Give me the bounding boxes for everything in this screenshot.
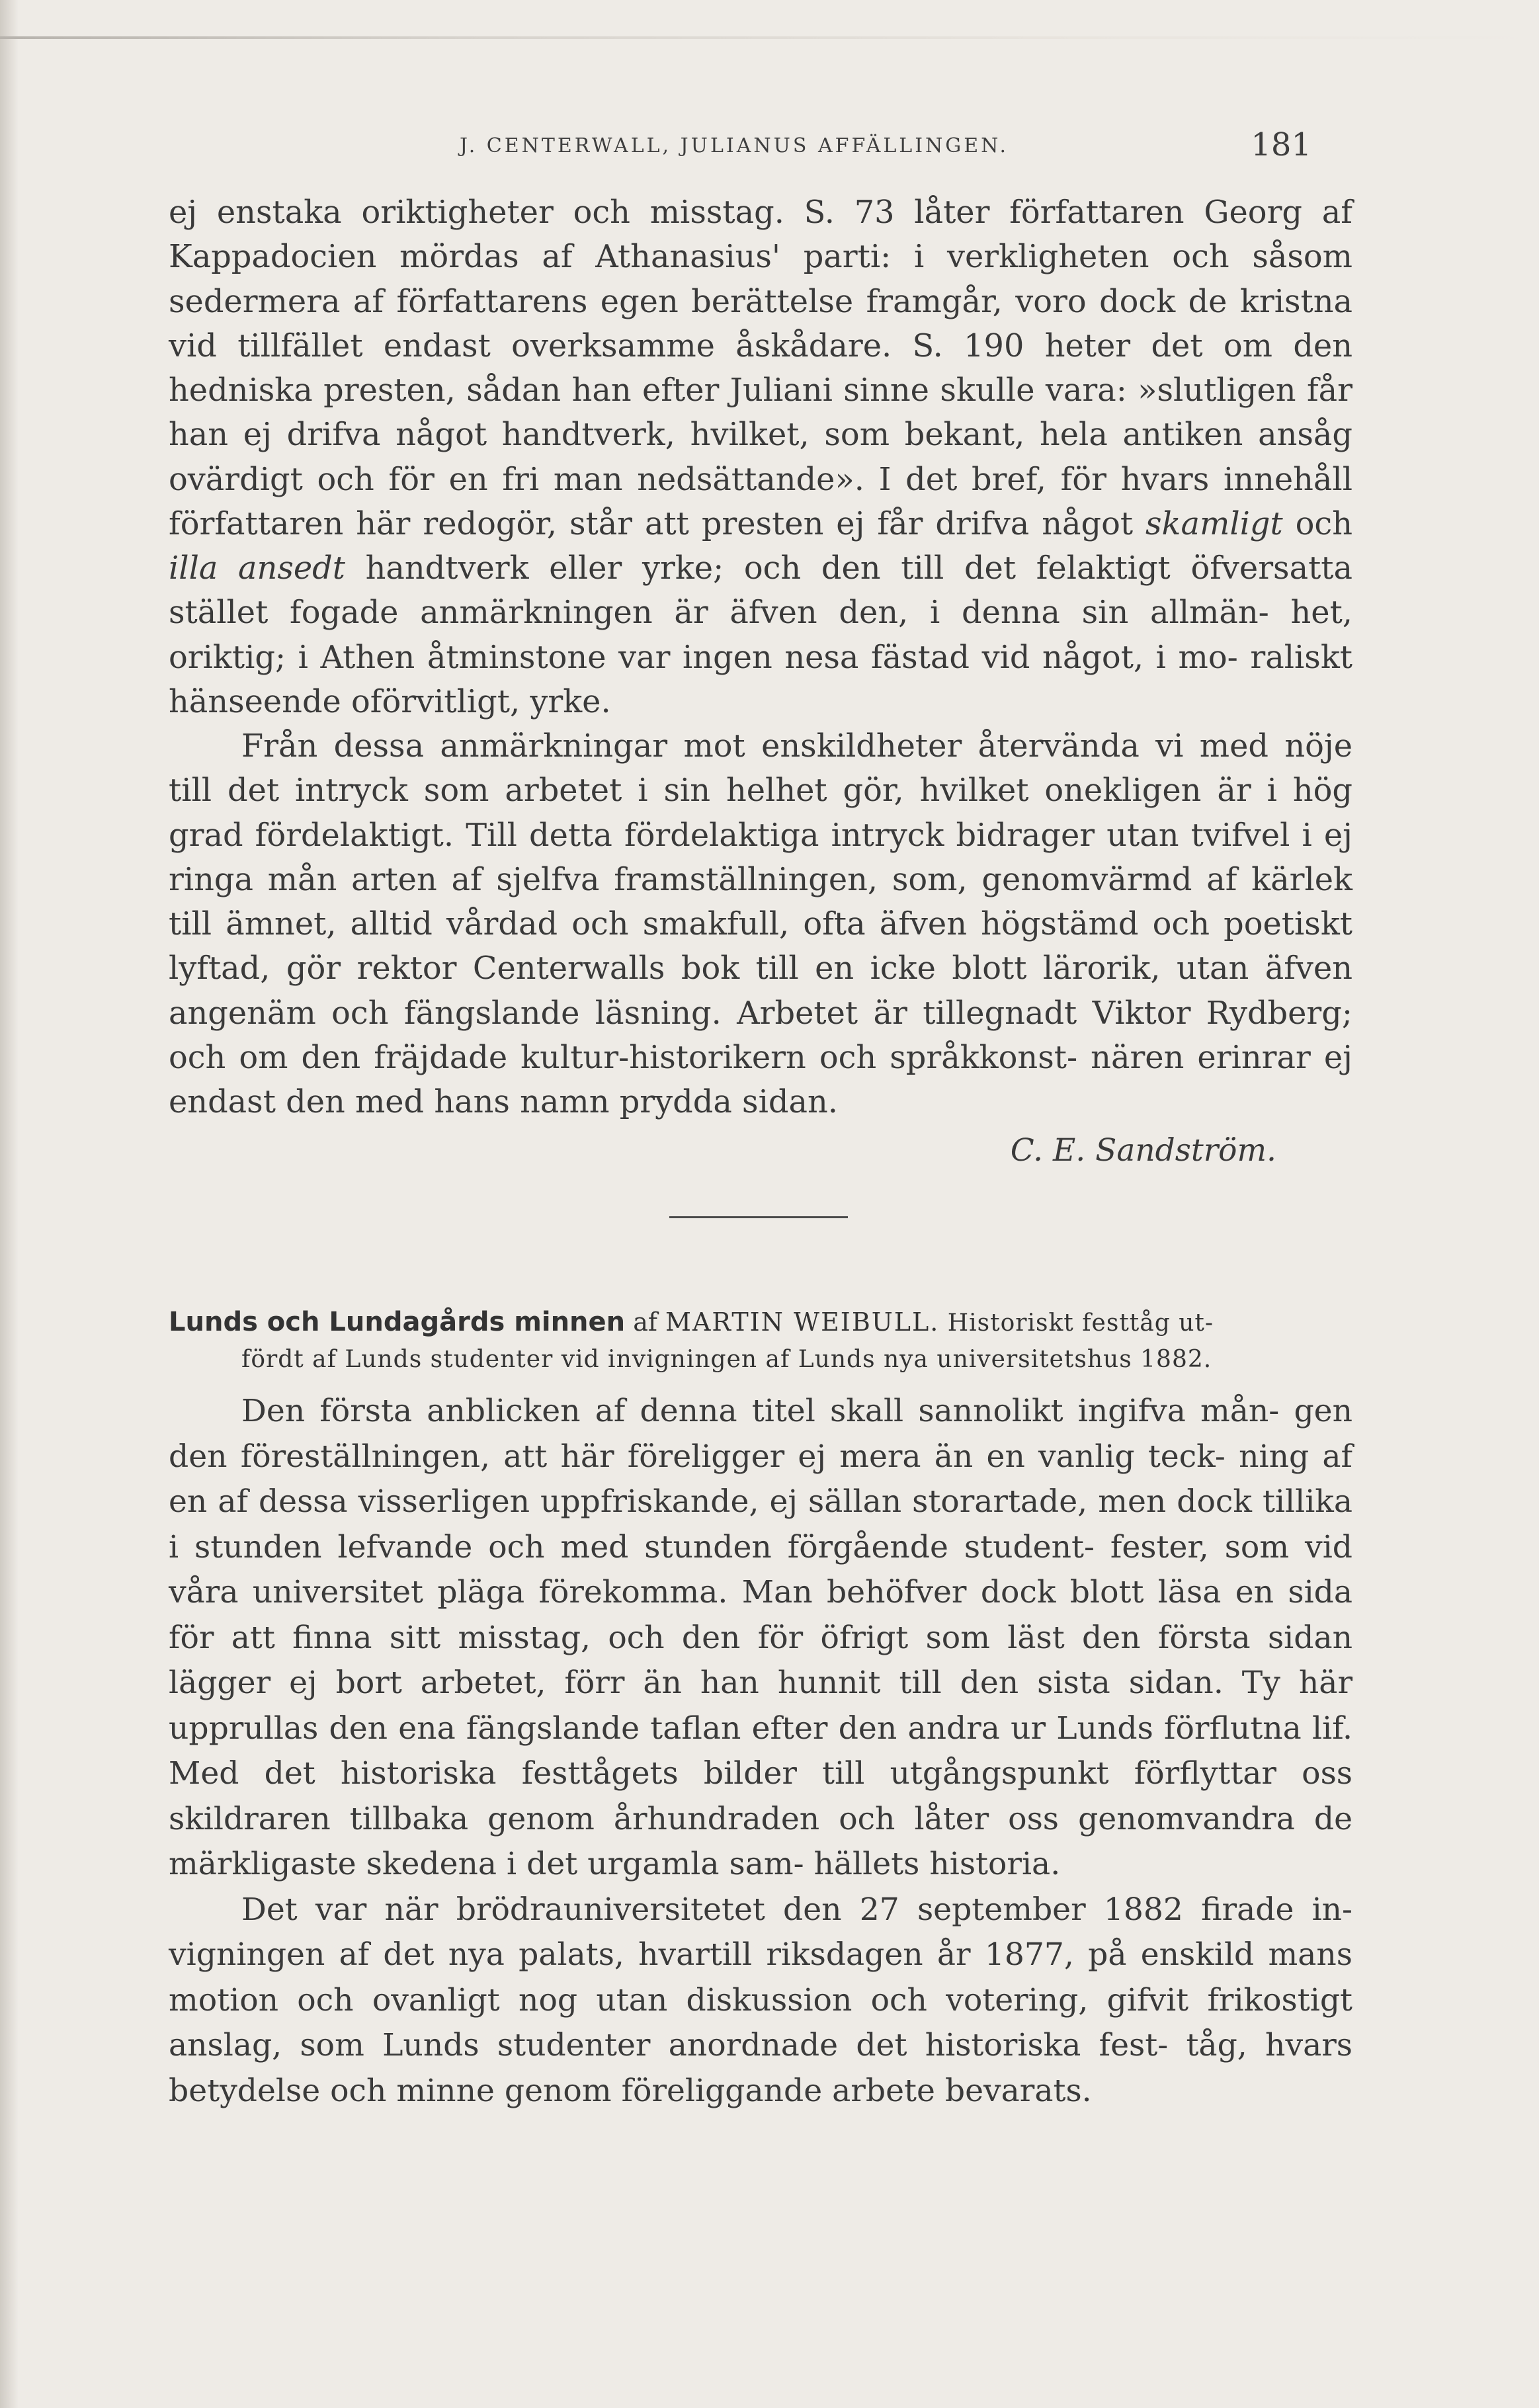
running-title: J. CENTERWALL, JULIANUS AFFÄLLINGEN.: [460, 134, 1009, 157]
first-review-paragraph-2: [169, 724, 1352, 1124]
text-line: hällets historia.: [813, 1846, 1061, 1882]
second-review-paragraph-2: [169, 1888, 1352, 2114]
text-line: och låter oss genomvandra de märkligaste skedena i det urgamla sam-: [169, 1800, 1352, 1882]
text-line: Kappadocien mördas af Athanasius' parti: i verkligheten och såsom: [169, 239, 1352, 276]
text-line: får han ej drifva något handtverk, hvilket, som bekant, hela antiken: [169, 372, 1353, 454]
book-author: MARTIN WEIBULL.: [665, 1308, 940, 1337]
book-title: Lunds och Lundagårds minnen: [169, 1307, 626, 1337]
book-subtitle-start: Historiskt festtåg ut-: [939, 1309, 1214, 1337]
text-line: ning af en af dessa visserligen uppfriskande, ej sällan storartade, men: [169, 1438, 1352, 1520]
text-line: innehåll författaren här redogör, står att presten ej får drifva något: [169, 461, 1352, 542]
text-line: raliskt hänseende oförvitligt, yrke.: [169, 639, 1352, 720]
text-line: gen den föreställningen, att här föreligger ej mera än en vanlig teck-: [169, 1393, 1352, 1475]
text-line: kärlek till ämnet, alltid vårdad och smakfull, ofta äfven högstämd: [169, 861, 1352, 942]
second-review-paragraph-1: [169, 1389, 1352, 1888]
book-subtitle-end: fördt af Lunds studenter vid invigningen af Lunds nya universitetshus 1882.: [241, 1346, 1212, 1373]
section-separator: [669, 1216, 848, 1218]
text-line: Viktor Rydberg; och om den fräjdade kultur-historikern och språkkonst-: [169, 995, 1352, 1076]
text-line: och poetiskt lyftad, gör rektor Centerwalls bok till en icke blott lärorik,: [169, 906, 1352, 987]
text-line: till utgångspunkt förflyttar oss skildraren tillbaka genom århundraden: [169, 1755, 1352, 1837]
text-fragment: handtverk eller yrke; och den till det felaktigt: [345, 550, 1171, 587]
text-line: tåg, hvars betydelse och minne genom föreliggande arbete bevarats.: [169, 2027, 1353, 2109]
text-line: ansåg ovärdigt och för en fri man nedsättande». I det bref, för hvars: [169, 417, 1352, 498]
text-line: mans motion och ovanligt nog utan diskussion och votering, gifvit: [169, 1936, 1352, 2018]
scan-top-edge: [0, 36, 1539, 39]
text-fragment: och: [1282, 505, 1352, 542]
text-line: nären erinrar ej endast den med hans namn prydda sidan.: [169, 1039, 1352, 1120]
text-line: grad fördelaktigt. Till detta fördelaktiga intryck bidrager utan tvifvel: [169, 817, 1290, 854]
running-head: [169, 126, 1318, 169]
text-line: som läst den första sidan lägger ej bort arbetet, förr än han hunnit: [169, 1619, 1352, 1701]
text-line: ej enstaka oriktigheter och misstag. S. 73 låter författaren Georg af: [169, 194, 1352, 231]
book-heading-by: af: [625, 1308, 666, 1337]
text-line: till den sista sidan. Ty här upprullas den ena fängslande taflan efter: [169, 1665, 1352, 1747]
first-review-paragraph-1: [169, 190, 1352, 724]
reviewer-signature: C. E. Sandström.: [1010, 1132, 1276, 1169]
text-line: frikostigt anslag, som Lunds studenter anordnade det historiska fest-: [169, 1981, 1352, 2063]
second-review-body: [169, 1389, 1352, 2114]
text-line: fester, som vid våra universitet pläga förekomma. Man behöfver: [169, 1528, 1353, 1610]
text-line: i ej ringa mån arten af sjelfva framställningen, som, genomvärmd af: [169, 817, 1353, 898]
italic-term-skamligt: skamligt: [1145, 505, 1283, 542]
book-heading-line-1: [169, 1304, 1352, 1341]
text-line: utan äfven angenäm och fängslande läsning. Arbetet är tillegnadt: [169, 950, 1352, 1032]
text-line: Det var när brödrauniversitetet den 27 september 1882 firade in-: [241, 1891, 1352, 1928]
text-line: sedermera af författarens egen berättelse framgår, voro dock de kristna: [169, 283, 1352, 320]
text-line: dock tillika i stunden lefvande och med stunden förgående student-: [169, 1483, 1353, 1565]
text-line: till det intryck som arbetet i sin helhet gör, hvilket onekligen är i hög: [169, 772, 1352, 810]
page-number: 181: [1251, 126, 1311, 163]
text-line: den andra ur Lunds förflutna lif. Med det historiska festtågets bilder: [169, 1710, 1352, 1792]
text-line: vigningen af det nya palats, hvartill riksdagen år 1877, på enskild: [169, 1936, 1255, 1973]
first-review-body: [169, 190, 1352, 1124]
text-line: hedniska presten, sådan han efter Juliani sinne skulle vara: »slutligen: [169, 372, 1296, 409]
book-heading: [169, 1304, 1352, 1378]
text-line: öfversatta stället fogade anmärkningen är äfven den, i denna sin allmän-: [169, 550, 1352, 632]
text-line: dock blott läsa en sida för att finna sitt misstag, och den för öfrigt: [169, 1574, 1352, 1656]
page-edge-shadow: [0, 0, 19, 2408]
italic-term-illa-ansedt: illa ansedt: [169, 550, 345, 587]
text-line: vid tillfället endast overksamme åskådare. S. 190 heter det om den: [169, 327, 1352, 364]
text-line: het, oriktig; i Athen åtminstone var ingen nesa fästad vid något, i mo-: [169, 595, 1352, 676]
text-line: Från dessa anmärkningar mot enskildheter återvända vi med nöje: [241, 728, 1352, 765]
text-line: Den första anblicken af denna titel skall sannolikt ingifva mån-: [241, 1393, 1280, 1429]
